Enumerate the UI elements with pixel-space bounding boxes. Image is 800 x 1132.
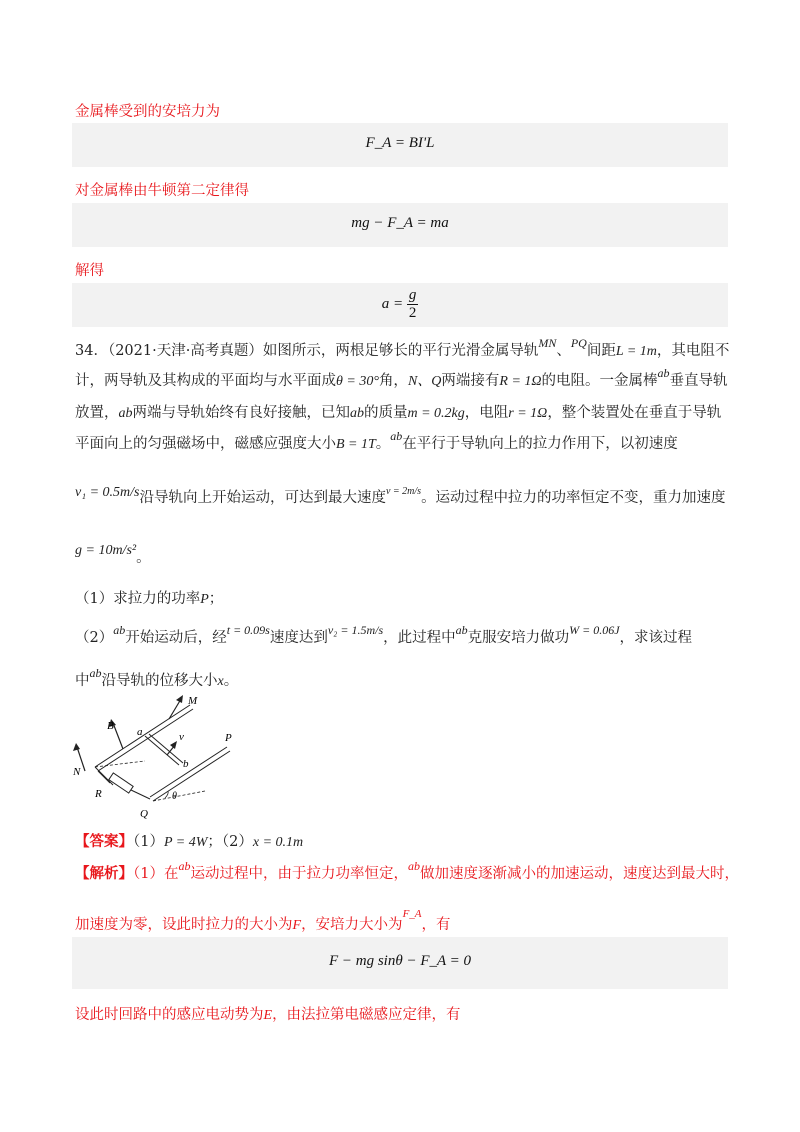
question-text: 计，两导轨及其构成的平面均与水平面成: [75, 373, 336, 389]
formula-box-newton-law: [72, 203, 728, 247]
analysis-text: ，有: [421, 917, 451, 933]
equation-incline-angle: θ = 30°: [336, 374, 379, 389]
formula-ampere-force: F_A = BI'L: [365, 135, 435, 151]
equation-velocity-2: v₂ = 1.5m/s: [327, 623, 384, 637]
symbol-f: F: [292, 918, 302, 933]
question-line-5: [75, 486, 726, 507]
resistor-r: [109, 773, 133, 793]
analysis-text: 加速度为零，设此时拉力的大小为: [75, 917, 293, 933]
question-sub-2-cont: [75, 666, 239, 690]
question-text: 在平行于导轨向上的拉力作用下，以初速度: [402, 436, 678, 452]
symbol-ab: ab: [390, 429, 403, 443]
analysis-text: 做加速度逐渐减小的加速运动，速度达到最大时，: [419, 866, 739, 882]
equation-mass: m = 0.2kg: [407, 406, 465, 421]
equation-rail-spacing: L = 1m: [615, 344, 657, 359]
question-sub-1: [75, 587, 223, 608]
analysis-line-1: [75, 859, 739, 883]
formula-force-balance: F − mg sinθ − F_A = 0: [328, 953, 472, 969]
question-text: 的电阻。一金属棒: [541, 373, 658, 389]
question-line-3: [75, 401, 721, 422]
symbol-mn: MN: [538, 336, 557, 350]
formula-newton-law: mg − F_A = ma: [351, 215, 449, 231]
answer-text: （1）: [133, 834, 164, 850]
rail-figure: [65, 695, 240, 825]
question-text: ，此过程中: [383, 630, 456, 646]
equation-initial-velocity: v₁ = 0.5m/s: [75, 485, 140, 500]
step-heading-ampere-force: 金属棒受到的安培力为: [75, 104, 220, 120]
formula-solve-lhs: a =: [381, 295, 404, 312]
question-text: 克服安培力做功: [467, 630, 570, 646]
formula-solve-denominator: 2: [408, 305, 417, 321]
equation-time: t = 0.09s: [226, 623, 270, 637]
label-p: P: [225, 732, 232, 744]
question-text: ，电阻: [464, 405, 509, 421]
question-text: 间距: [586, 343, 616, 359]
question-text: 速度达到: [269, 630, 328, 646]
question-line-4: [75, 429, 678, 453]
field-arrows: [73, 695, 183, 771]
analysis-tag: 【解析】: [75, 865, 133, 882]
symbol-p: P: [200, 592, 209, 607]
answer-displacement: x = 0.1m: [252, 835, 304, 850]
analysis-text: ，安培力大小为: [301, 917, 403, 933]
symbol-ab: ab: [89, 666, 102, 680]
question-text: 。: [375, 436, 391, 452]
question-text: （1）求拉力的功率: [75, 591, 201, 607]
answer-tag: 【答案】: [75, 833, 133, 850]
label-a: a: [137, 726, 143, 738]
question-text: 沿导轨的位移大小: [101, 673, 218, 689]
formula-box-force-balance: [72, 937, 728, 989]
label-r: R: [95, 788, 102, 800]
question-text: ，其电阻不: [656, 343, 730, 359]
answer-line: [75, 830, 303, 851]
answer-power: P = 4W: [163, 835, 208, 850]
rail-pq: [150, 747, 230, 801]
question-text: 两端与导轨始终有良好接触，已知: [132, 405, 350, 421]
question-text: 。运动过程中拉力的功率恒定不变，重力加速度: [421, 490, 726, 506]
question-text: 如图所示，两根足够长的平行光滑金属导轨: [262, 343, 539, 359]
question-text: 放置，: [75, 405, 119, 421]
question-text: 。: [136, 550, 151, 566]
question-line-2: [75, 366, 728, 390]
equation-field-strength: B = 1T: [336, 437, 376, 452]
label-q: Q: [140, 808, 148, 820]
label-m: M: [188, 695, 198, 707]
question-text: 开始运动后，经: [125, 630, 227, 646]
equation-max-velocity: v = 2m/s: [385, 486, 422, 497]
analysis-text: 运动过程中，由于拉力功率恒定，: [190, 866, 408, 882]
question-text: 。: [223, 673, 239, 689]
label-b-field: B: [107, 720, 114, 732]
formula-solve-numerator: g: [408, 287, 417, 303]
formula-box-solve: [72, 283, 728, 327]
step-heading-solve: 解得: [75, 263, 104, 279]
symbol-x: x: [217, 674, 224, 689]
question-text: ；: [208, 591, 224, 607]
symbol-e: E: [263, 1008, 273, 1023]
formula-box-ampere-force: [72, 123, 728, 167]
label-n: N: [73, 766, 81, 778]
symbol-nq: N、Q: [407, 374, 442, 389]
question-text: 角，: [378, 373, 408, 389]
question-text: 平面向上的匀强磁场中，磁感应强度大小: [75, 436, 336, 452]
equation-work: W = 0.06J: [569, 623, 620, 637]
symbol-ab: ab: [178, 859, 191, 873]
equation-gravity: g = 10m/s²: [75, 543, 137, 558]
question-text: 垂直导轨: [669, 373, 728, 389]
question-text: 两端接有: [441, 373, 500, 389]
question-text: ，求该过程: [619, 630, 693, 646]
symbol-fa: F_A: [402, 908, 422, 920]
answer-text: ；（2）: [207, 834, 253, 850]
symbol-ab: ab: [455, 623, 468, 637]
question-text: 中: [75, 673, 90, 689]
symbol-ab: ab: [113, 623, 126, 637]
question-text: （2）: [75, 630, 114, 646]
label-b-end: b: [183, 758, 189, 770]
formula-solve: [72, 287, 728, 322]
equation-resistor: R = 1Ω: [499, 374, 542, 389]
metal-rod-ab: [145, 734, 183, 765]
label-theta: θ: [172, 791, 177, 802]
question-line-6: [75, 543, 151, 567]
analysis-line-3: [75, 1003, 461, 1024]
question-line-1: [75, 336, 730, 360]
symbol-ab: ab: [657, 366, 670, 380]
question-text: 的质量: [364, 405, 408, 421]
formula-solve-fraction: [407, 287, 419, 322]
symbol-ab: ab: [407, 859, 420, 873]
analysis-text: （1）在: [133, 866, 179, 882]
question-text: 沿导轨向上开始运动，可达到最大速度: [139, 490, 386, 506]
analysis-text: ，由法拉第电磁感应定律，有: [272, 1007, 461, 1023]
resistor-branch: [95, 767, 150, 799]
label-v: v: [179, 731, 184, 743]
symbol-pq: PQ: [570, 336, 587, 350]
analysis-line-2: [75, 908, 451, 934]
equation-rod-resistance: r = 1Ω: [508, 406, 548, 421]
symbol-ab: ab: [350, 406, 364, 421]
question-sub-2: [75, 623, 693, 647]
analysis-text: 设此时回路中的感应电动势为: [75, 1007, 264, 1023]
step-heading-newton-law: 对金属棒由牛顿第二定律得: [75, 183, 249, 199]
question-text: 、: [556, 343, 571, 359]
symbol-ab: ab: [118, 406, 133, 421]
question-source: （2021·天津·高考真题）: [107, 343, 263, 359]
question-number: 34．: [75, 343, 108, 359]
question-text: ，整个装置处在垂直于导轨: [547, 405, 722, 421]
